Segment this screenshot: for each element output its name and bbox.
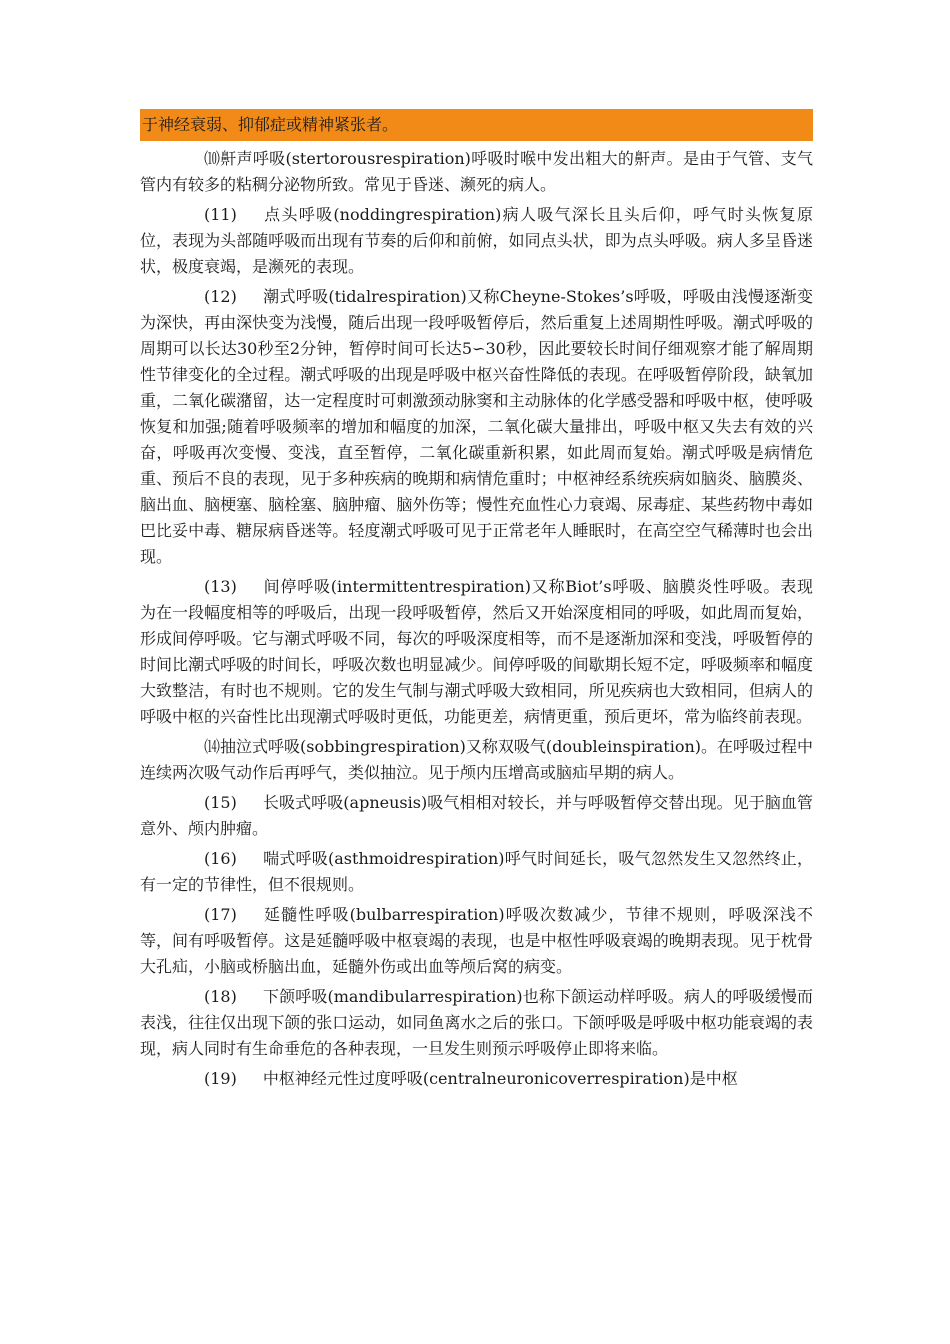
paragraph-number: (18) <box>204 987 237 1006</box>
paragraph-text: 长吸式呼吸(apneusis)吸气相相对较长，并与呼吸暂停交替出现。见于脑血管意外、颅内肿瘤。 <box>140 793 813 838</box>
paragraph-12 <box>140 284 813 570</box>
paragraph-text: 鼾声呼吸(stertorousrespiration)呼吸时喉中发出粗大的鼾声。是由于气管、支气管内有较多的粘稠分泌物所致。常见于昏迷、濒死的病人。 <box>140 149 813 194</box>
paragraph-17 <box>140 902 813 980</box>
paragraph-number: (15) <box>204 793 237 812</box>
paragraph-15 <box>140 790 813 842</box>
paragraph-number: (13) <box>204 577 237 596</box>
paragraph-text: 抽泣式呼吸(sobbingrespiration)又称双吸气(doubleinspiration)。在呼吸过程中连续两次吸气动作后再呼气，类似抽泣。见于颅内压增高或脑疝早期的病人。 <box>140 737 814 782</box>
highlighted-text: 于神经衰弱、抑郁症或精神紧张者。 <box>142 115 399 134</box>
paragraph-text: 下颌呼吸(mandibularrespiration)也称下颌运动样呼吸。病人的呼吸缓慢而表浅，往往仅出现下颌的张口运动，如同鱼离水之后的张口。下颌呼吸是呼吸中枢功能衰竭的表现，病人同时有生命垂危的各种表现，一旦发生则预示呼吸停止即将来临。 <box>140 987 813 1058</box>
paragraph-text: 潮式呼吸(tidalrespiration)又称Cheyne-Stokes’s呼吸，呼吸由浅慢逐渐变为深快，再由深快变为浅慢，随后出现一段呼吸暂停后，然后重复上述周期性呼吸。潮式呼吸的周期可以长达30秒至2分钟，暂停时间可长达5∽30秒，因此要较长时间仔细观察才能了解周期性节律变化的全过程。潮式呼吸的出现是呼吸中枢兴奋性降低的表现。在呼吸暂停阶段，缺氧加重，二氧化碳潴留，达一定程度时可刺激颈动脉窦和主动脉体的化学感受器和呼吸中枢，使呼吸恢复和加强;随着呼吸频率的增加和幅度的加深，二氧化碳大量排出，呼吸中枢又失去有效的兴奋，呼吸再次变慢、变浅，直至暂停，二氧化碳重新积累，如此周而复始。潮式呼吸是病情危重、预后不良的表现，见于多种疾病的晚期和病情危重时；中枢神经系统疾病如脑炎、脑膜炎、脑出血、脑梗塞、脑栓塞、脑肿瘤、脑外伤等；慢性充血性心力衰竭、尿毒症、某些药物中毒如巴比妥中毒、糖尿病昏迷等。轻度潮式呼吸可见于正常老年人睡眠时，在高空空气稀薄时也会出现。 <box>140 287 813 566</box>
paragraph-13 <box>140 574 813 730</box>
highlighted-text-line <box>140 109 813 141</box>
paragraph-text: 间停呼吸(intermittentrespiration)又称Biot’s呼吸、脑膜炎性呼吸。表现为在一段幅度相等的呼吸后，出现一段呼吸暂停，然后又开始深度相同的呼吸，如此周而复始，形成间停呼吸。它与潮式呼吸不同，每次的呼吸深度相等，而不是逐渐加深和变浅，呼吸暂停的时间比潮式呼吸的时间长，呼吸次数也明显减少。间停呼吸的间歇期长短不定，呼吸频率和幅度大致整洁，有时也不规则。它的发生气制与潮式呼吸大致相同，所见疾病也大致相同，但病人的呼吸中枢的兴奋性比出现潮式呼吸时更低，功能更差，病情更重，预后更坏，常为临终前表现。 <box>140 577 813 726</box>
paragraph-number: (11) <box>204 205 237 224</box>
paragraph-16 <box>140 846 813 898</box>
document-body <box>140 146 813 1096</box>
paragraph-11 <box>140 202 813 280</box>
paragraph-number: (16) <box>204 849 237 868</box>
paragraph-number: (12) <box>204 287 237 306</box>
paragraph-number: (17) <box>204 905 237 924</box>
paragraph-text: 延髓性呼吸(bulbarrespiration)呼吸次数减少，节律不规则，呼吸深浅不等，间有呼吸暂停。这是延髓呼吸中枢衰竭的表现，也是中枢性呼吸衰竭的晚期表现。见于枕骨大孔疝，小脑或桥脑出血，延髓外伤或出血等颅后窝的病变。 <box>140 905 813 976</box>
paragraph-text: 中枢神经元性过度呼吸(centralneuronicoverrespiration)是中枢 <box>262 1069 738 1088</box>
paragraph-text: 喘式呼吸(asthmoidrespiration)呼气时间延长，吸气忽然发生又忽然终止，有一定的节律性，但不很规则。 <box>140 849 813 894</box>
paragraph-number: ⒁ <box>204 737 221 756</box>
paragraph-18 <box>140 984 813 1062</box>
paragraph-text: 点头呼吸(noddingrespiration)病人吸气深长且头后仰，呼气时头恢复原位，表现为头部随呼吸而出现有节奏的后仰和前俯，如同点头状，即为点头呼吸。病人多呈昏迷状，极度衰竭，是濒死的表现。 <box>140 205 813 276</box>
paragraph-19 <box>140 1066 813 1092</box>
paragraph-14 <box>140 734 813 786</box>
paragraph-number: ⑽ <box>204 149 221 168</box>
paragraph-10 <box>140 146 813 198</box>
paragraph-number: (19) <box>204 1069 237 1088</box>
